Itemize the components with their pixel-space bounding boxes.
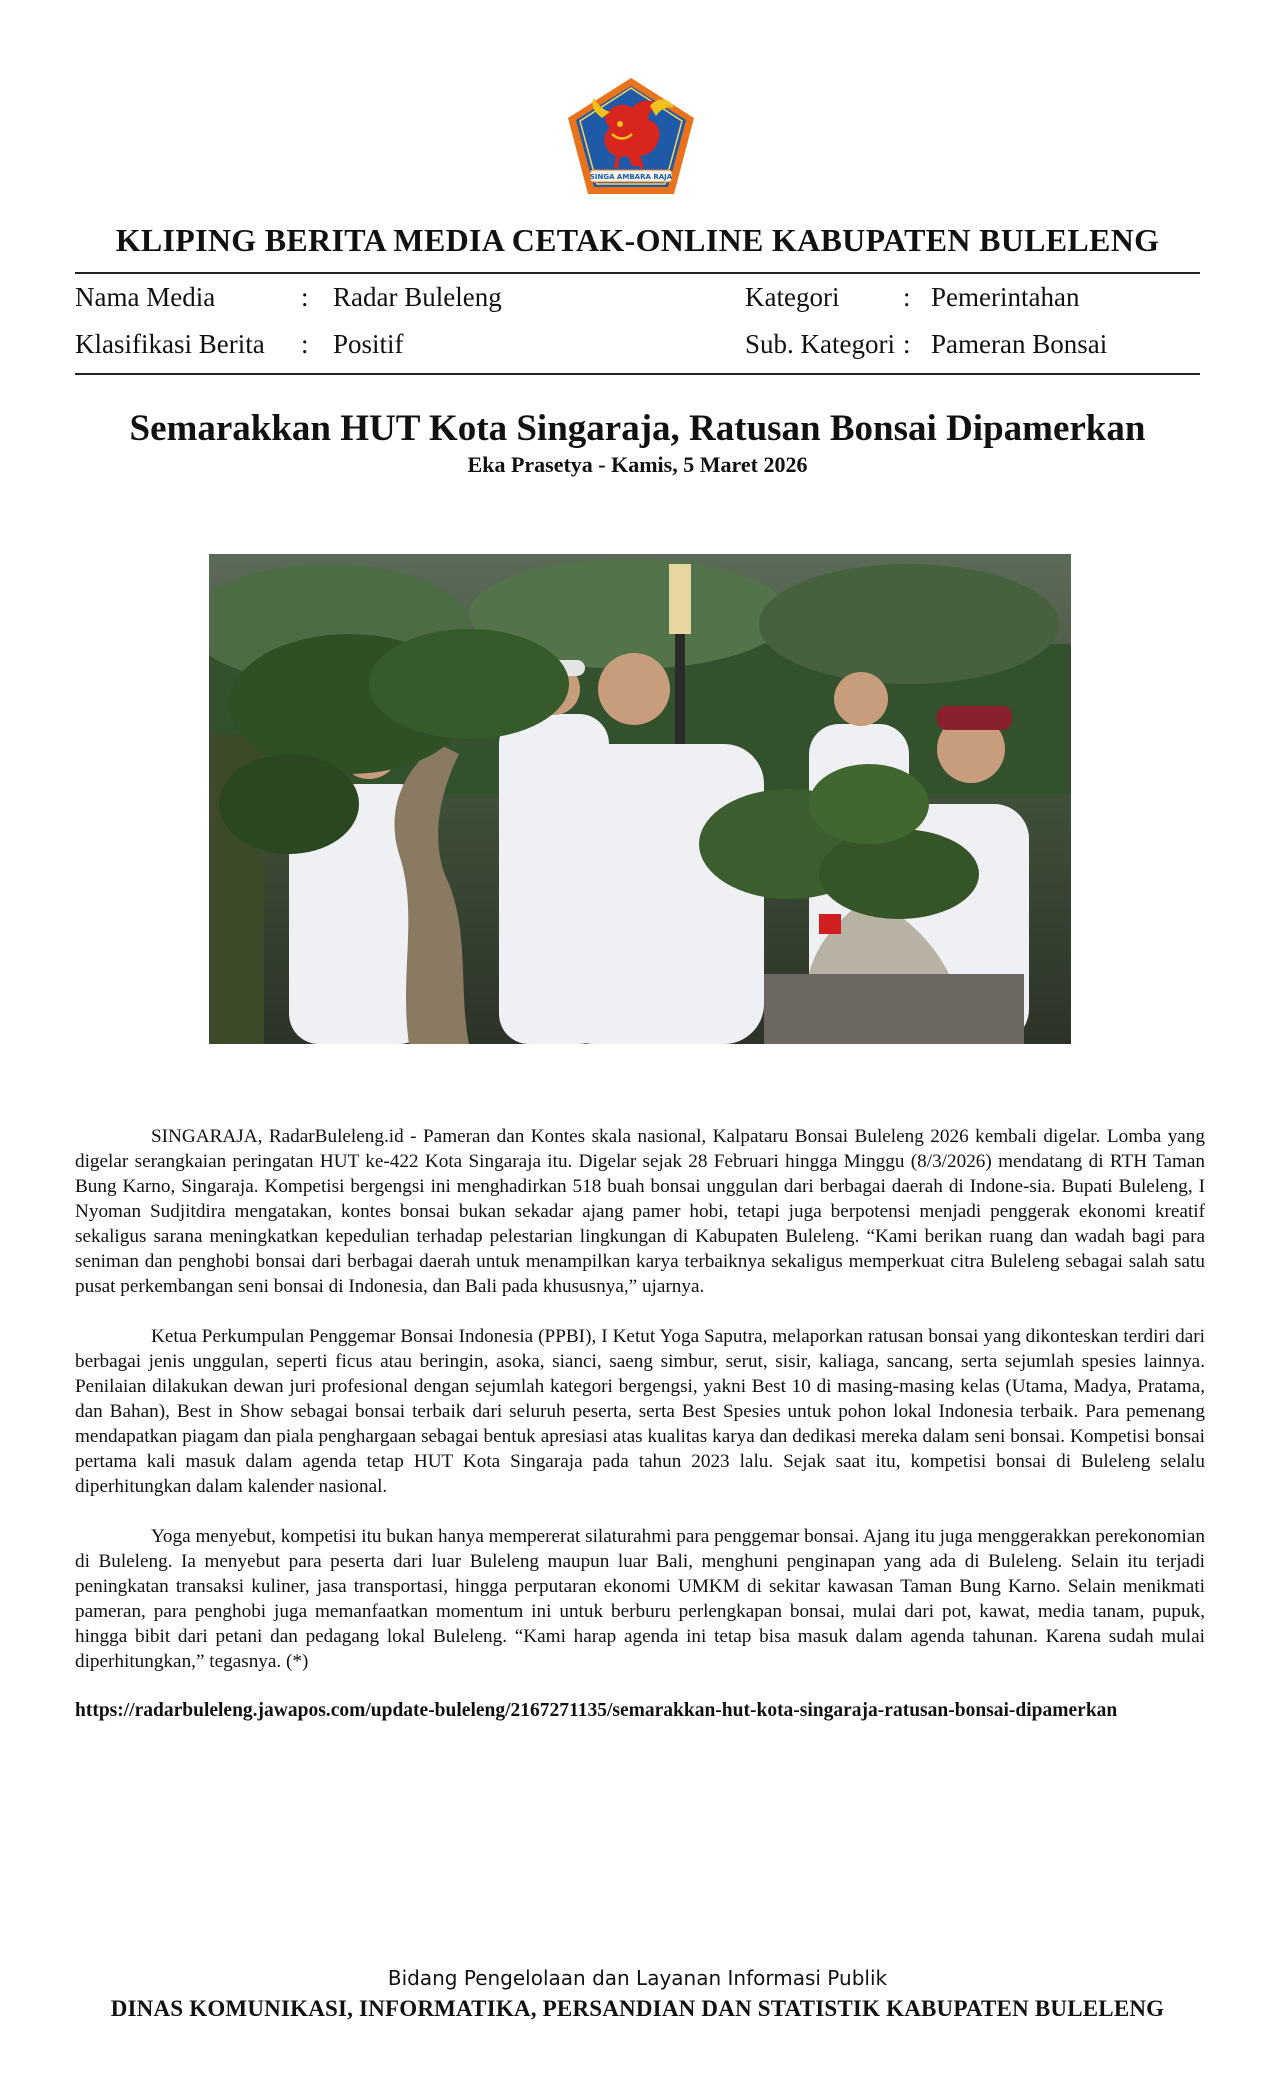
meta-colon: : [301,329,309,359]
article-paragraph: Yoga menyebut, kompetisi itu bukan hanya mempererat silaturahmi para penggemar bonsai. Ajang itu juga menggerakkan perekonomian di Buleleng. Ia menyebut para peserta dari luar Buleleng maupun luar Bali, menghuni penginapan yang ada di Buleleng. Selain itu terjadi peningkatan transaksi kuliner, jasa transportasi, hingga perputaran ekonomi UMKM di sekitar kawasan Taman Bung Karno. Selain menikmati pameran, para penghobi juga memanfaatkan momentum ini untuk berburu perlengkapan bonsai, mulai dari pot, kawat, media tanam, pupuk, hingga bibit dari petani dan pedagang lokal Buleleng. “Kami harap agenda ini tetap bisa masuk dalam agenda tahunan. Karena sudah mulai diperhitungkan,” tegasnya. (*) [75,1526,1205,1672]
header-divider [75,272,1200,274]
article-paragraph: SINGARAJA, RadarBuleleng.id - Pameran dan Kontes skala nasional, Kalpataru Bonsai Buleleng 2026 kembali digelar. Lomba yang digelar serangkaian peringatan HUT ke-422 Kota Singaraja itu. Digelar sejak 28 Februari hingga Minggu (8/3/2026) mendatang di RTH Taman Bung Karno, Singaraja. Kompetisi bergengsi ini menghadirkan 518 buah bonsai unggulan dari berbagai daerah di Indone-sia. Bupati Buleleng, I Nyoman Sudjitdira mengatakan, kontes bonsai bukan sekadar ajang pamer hobi, tetapi juga berpotensi menjadi penggerak ekonomi kreatif sekaligus sarana meningkatkan kepedulian terhadap pelestarian lingkungan di Kabupaten Buleleng. “Kami berikan ruang dan wadah bagi para seniman dan penghobi bonsai dari berbagai daerah untuk menampilkan karya terbaiknya sekaligus memperkuat citra Buleleng sebagai salah satu pusat perkembangan seni bonsai di Indonesia, dan Bali pada khususnya,” ujarnya. [75,1126,1205,1297]
sub-kategori-value: Pameran Bonsai [931,329,1108,359]
article-paragraph: Ketua Perkumpulan Penggemar Bonsai Indonesia (PPBI), I Ketut Yoga Saputra, melaporkan ratusan bonsai yang dikonteskan terdiri dari berbagai jenis unggulan, seperti ficus atau beringin, asoka, sianci, saeng simbur, serut, sisir, kaliaga, sancang, serta sejumlah spesies lainnya. Penilaian dilakukan dewan juri profesional dengan sejumlah kategori bergengsi, yakni Best 10 di masing-masing kelas (Utama, Madya, Pratama, dan Bahan), Best in Show sebagai bonsai terbaik dari seluruh peserta, serta Best Spesies untuk pohon lokal Indonesia terbaik. Para pemenang mendapatkan piagam dan piala penghargaan sebagai bentuk apresiasi atas kualitas karya dan dedikasi mereka dalam seni bonsai. Kompetisi bonsai pertama kali masuk dalam agenda tetap HUT Kota Singaraja pada tahun 2023 lalu. Sejak saat itu, kompetisi bonsai di Buleleng selalu diperhitungkan dalam kalender nasional. [75,1326,1205,1497]
nama-media-value: Radar Buleleng [333,282,502,312]
article-title: Semarakkan HUT Kota Singaraja, Ratusan Bonsai Dipamerkan [129,408,1146,449]
sub-kategori-label: Sub. Kategori [745,329,895,359]
klasifikasi-label: Klasifikasi Berita [75,329,265,359]
meta-divider [75,373,1200,375]
footer-division: Bidang Pengelolaan dan Layanan Informasi Publik [387,1966,888,1990]
footer-agency: DINAS KOMUNIKASI, INFORMATIKA, PERSANDIAN DAN STATISTIK KABUPATEN BULELENG [110,1996,1165,2021]
article-byline: Eka Prasetya - Kamis, 5 Maret 2026 [467,452,808,477]
meta-colon: : [903,282,911,312]
emblem-caption: SINGA AMBARA RAJA [589,173,673,181]
nama-media-label: Nama Media [75,282,216,312]
meta-colon: : [903,329,911,359]
kategori-value: Pemerintahan [931,282,1080,312]
clipping-title: KLIPING BERITA MEDIA CETAK-ONLINE KABUPATEN BULELENG [115,222,1160,258]
klasifikasi-value: Positif [333,329,404,359]
article-photo [209,554,1071,1044]
regency-emblem-icon [562,74,700,200]
article-body [75,1124,1205,1699]
source-link[interactable]: https://radarbuleleng.jawapos.com/update-buleleng/2167271135/semarakkan-hut-kota-singaraja-ratusan-bonsai-dipamerkan [75,1700,1118,1721]
meta-colon: : [301,282,309,312]
kategori-label: Kategori [745,282,840,312]
